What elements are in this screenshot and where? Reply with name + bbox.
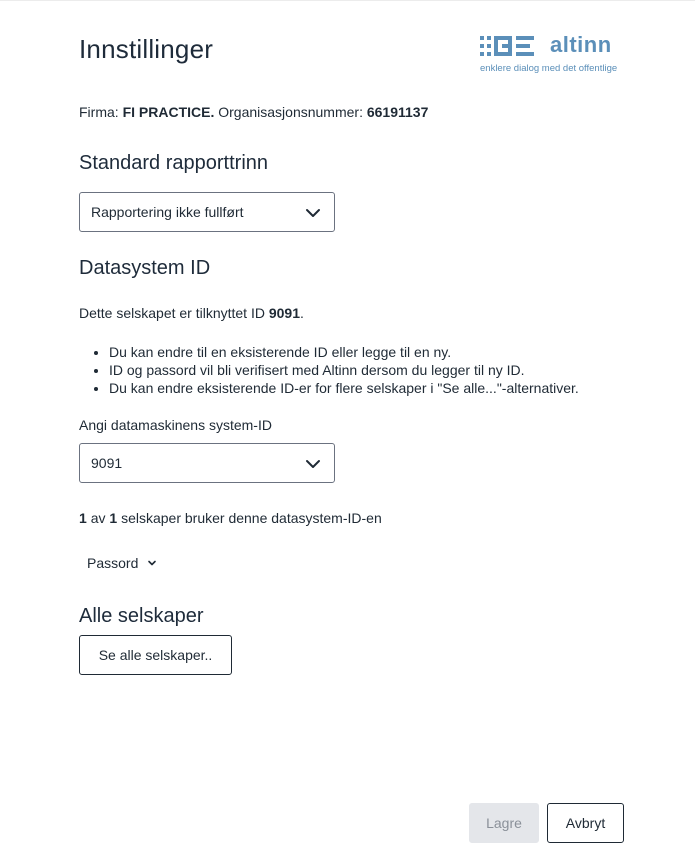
logo-tagline: enklere dialog med det offentlige [480, 63, 618, 74]
intro-id: 9091 [268, 305, 301, 321]
password-toggle[interactable] [87, 555, 157, 571]
usage-info [79, 510, 382, 526]
usage-text: selskaper bruker denne datasystem-ID-en [121, 510, 382, 526]
password-toggle-label: Passord [87, 555, 139, 571]
report-step-value: Rapportering ikke fullført [91, 204, 244, 220]
datasystem-intro [79, 305, 304, 321]
company-info [79, 104, 428, 120]
see-all-companies-button[interactable]: Se alle selskaper.. [79, 635, 232, 675]
report-step-select[interactable] [79, 192, 335, 232]
report-step-heading: Standard rapporttrinn [79, 152, 269, 174]
usage-total: 1 [109, 510, 118, 526]
org-label: Organisasjonsnummer: [218, 104, 363, 120]
list-item: • ID og passord vil bli verifisert med Altinn dersom du legger til ny ID. [109, 361, 579, 379]
intro-suffix: . [300, 305, 304, 321]
datasystem-heading: Datasystem ID [79, 257, 211, 279]
usage-of: av [90, 510, 106, 526]
altinn-logo [480, 34, 626, 76]
page-title: Innstillinger [79, 34, 214, 64]
all-companies-heading: Alle selskaper [79, 605, 204, 627]
org-number: 66191137 [366, 104, 429, 120]
datasystem-info-list [79, 343, 579, 397]
chevron-down-icon [305, 456, 321, 472]
system-id-label: Angi datamaskinens system-ID [79, 417, 272, 433]
firma-name: FI PRACTICE. [122, 104, 215, 120]
firma-label: Firma: [79, 104, 119, 120]
system-id-value: 9091 [91, 455, 123, 471]
save-button[interactable]: Lagre [469, 803, 539, 843]
usage-count: 1 [79, 510, 87, 526]
logo-wordmark: altinn [550, 32, 612, 57]
cancel-button[interactable]: Avbryt [547, 803, 624, 843]
intro-prefix: Dette selskapet er tilknyttet ID [79, 305, 265, 321]
altinn-logo-icon [480, 34, 540, 58]
system-id-select[interactable] [79, 443, 335, 483]
list-item: • Du kan endre eksisterende ID-er for flere selskaper i "Se alle..."-alternativer. [109, 379, 579, 397]
list-item: • Du kan endre til en eksisterende ID eller legge til en ny. [109, 343, 579, 361]
chevron-down-icon [147, 558, 157, 568]
chevron-down-icon [305, 205, 321, 221]
